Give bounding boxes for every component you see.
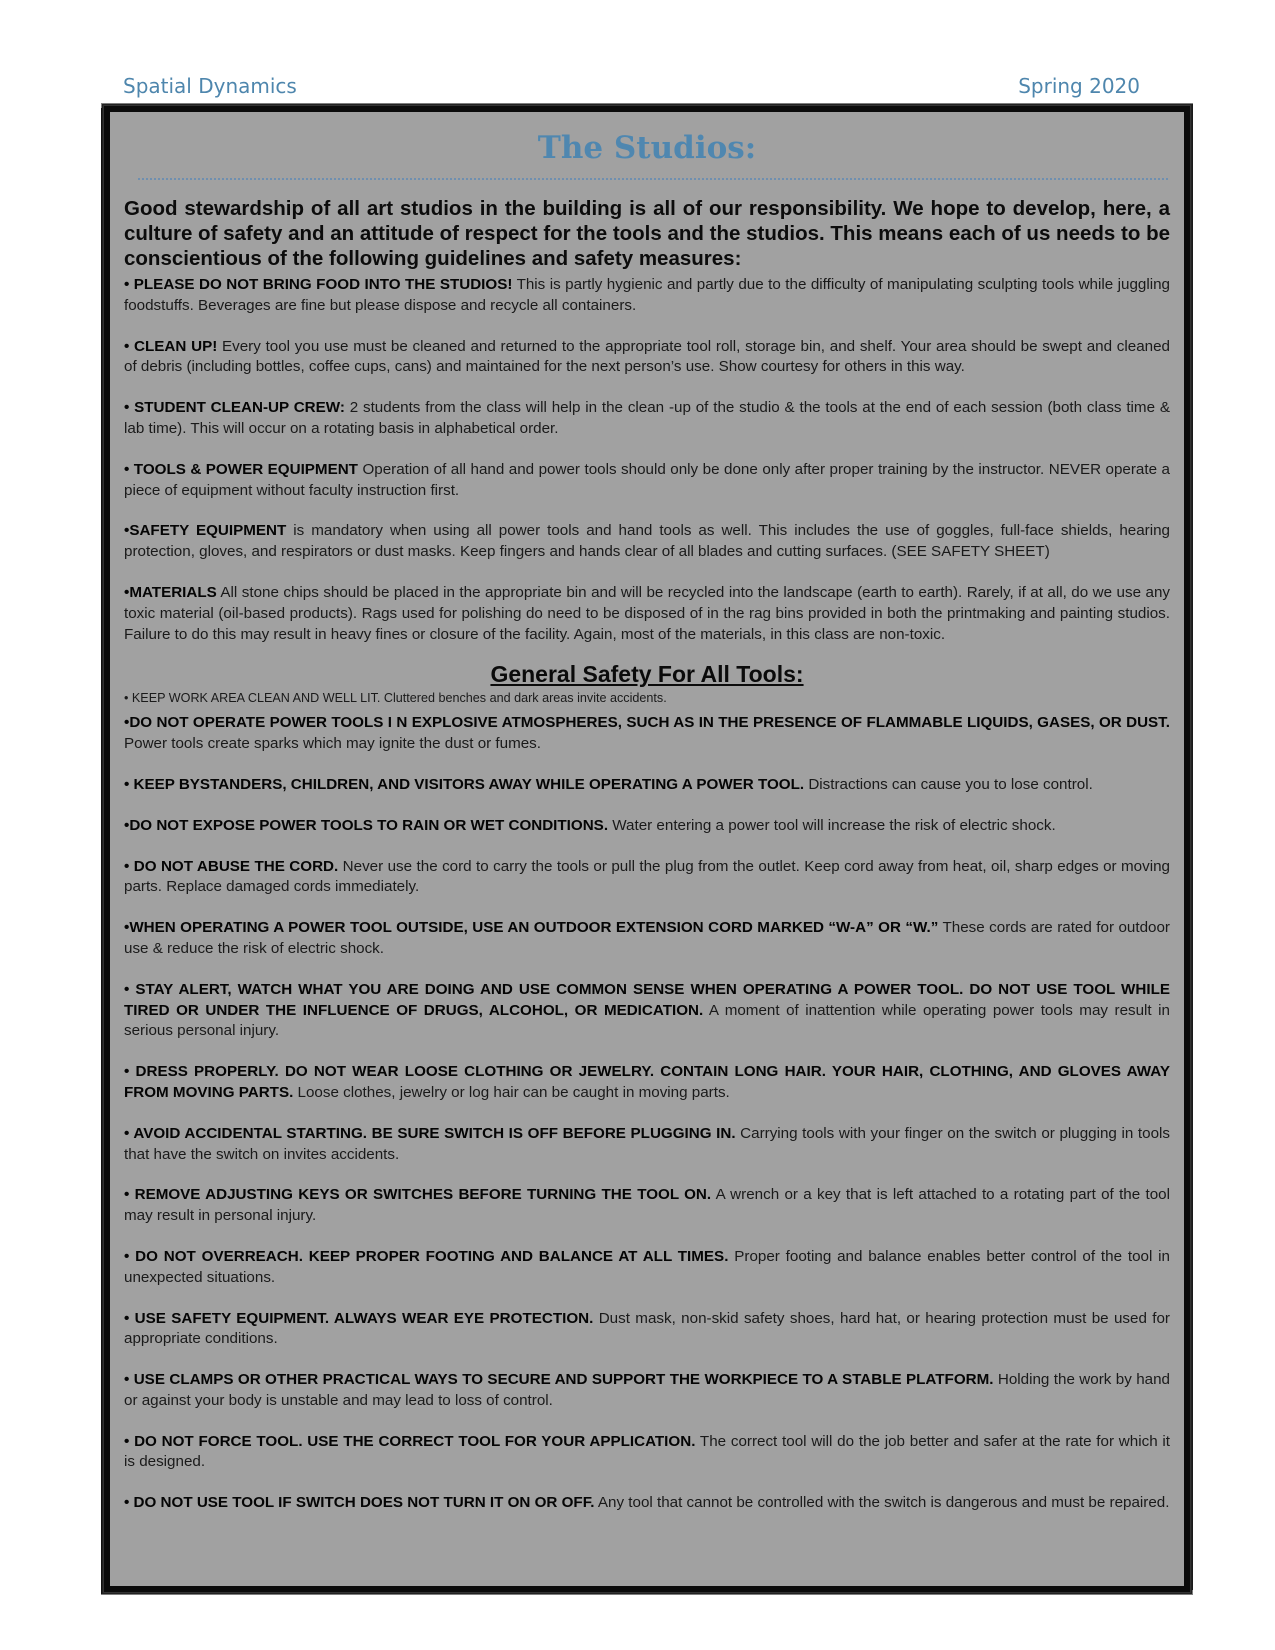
dotted-divider — [138, 178, 1168, 180]
safety-section-title: General Safety For All Tools: — [490, 661, 804, 688]
safety-item-explosive: •DO NOT OPERATE POWER TOOLS I N EXPLOSIVE ATMOSPHERES, SUCH AS IN THE PRESENCE OF FLAMMABLE LIQUIDS, GASES, OR DUST. Power tools create sparks which may ignite the dust or fumes. — [124, 714, 1170, 753]
safety-item-starting: • AVOID ACCIDENTAL STARTING. BE SURE SWITCH IS OFF BEFORE PLUGGING IN. Carrying tools with your finger on the switch or plugging in tools that have the switch on invites accidents. — [124, 1124, 1170, 1163]
safety-item-rain: •DO NOT EXPOSE POWER TOOLS TO RAIN OR WET CONDITIONS. Water entering a power tool will increase the risk of electric shock. — [124, 816, 1056, 834]
guideline-clean-up-crew: • STUDENT CLEAN-UP CREW: 2 students from the class will help in the clean -up of the studio & the tools at the end of each session (both class time & lab time). This will occur on a rotating basis in alphabetical order. — [124, 399, 1170, 437]
header-course-name: Spatial Dynamics — [123, 74, 297, 98]
page-title: The Studios: — [537, 130, 757, 166]
safety-item-alert: • STAY ALERT, WATCH WHAT YOU ARE DOING AND USE COMMON SENSE WHEN OPERATING A POWER TOOL. DO NOT USE TOOL WHILE TIRED OR UNDER THE INFLUENCE OF DRUGS, ALCOHOL, OR MEDICATION. A moment of inattention while operating power tools may result in serious personal injury. — [124, 980, 1170, 1040]
content-frame — [104, 106, 1190, 1592]
safety-item-bystanders: • KEEP BYSTANDERS, CHILDREN, AND VISITORS AWAY WHILE OPERATING A POWER TOOL. Distractions can cause you to lose control. — [124, 775, 1093, 793]
content-body — [124, 196, 1170, 1534]
safety-item-clamps: • USE CLAMPS OR OTHER PRACTICAL WAYS TO SECURE AND SUPPORT THE WORKPIECE TO A STABLE PLATFORM. Holding the work by hand or against your body is unstable and may lead to loss of control. — [124, 1371, 1170, 1409]
guideline-materials: •MATERIALS All stone chips should be placed in the appropriate bin and will be recycled into the landscape (earth to earth). Rarely, if at all, do we use any toxic material (oil-based products). Rags used for polishing do need to be disposed of in the rag bins provided in both the printmaking and painting studios. Failure to do this may result in heavy fines or closure of the facility. Again, most of the materials, in this class are non-toxic. — [124, 583, 1170, 643]
intro-paragraph: Good stewardship of all art studios in the building is all of our responsibility. We hope to develop, here, a culture of safety and an attitude of respect for the tools and the studios. This means each of us needs to be conscientious of the following guidelines and safety measures: — [124, 197, 1170, 270]
safety-item-cord: • DO NOT ABUSE THE CORD. Never use the cord to carry the tools or pull the plug from the outlet. Keep cord away from heat, oil, sharp edges or moving parts. Replace damaged cords immediately. — [124, 857, 1170, 896]
header-term: Spring 2020 — [1018, 74, 1140, 98]
safety-item-outdoor: •WHEN OPERATING A POWER TOOL OUTSIDE, USE AN OUTDOOR EXTENSION CORD MARKED “W-A” OR “W.” These cords are rated for outdoor use & reduce the risk of electric shock. — [124, 919, 1170, 957]
guideline-safety-equipment: •SAFETY EQUIPMENT is mandatory when using all power tools and hand tools as well. This includes the use of goggles, full-face shields, hearing protection, gloves, and respirators or dust masks. Keep fingers and hands clear of all blades and cutting surfaces. (SEE SAFETY SHEET) — [124, 522, 1170, 561]
safety-item-force-tool: • DO NOT FORCE TOOL. USE THE CORRECT TOOL FOR YOUR APPLICATION. The correct tool will do the job better and safer at the rate for which it is designed. — [124, 1432, 1171, 1471]
guideline-clean-up: • CLEAN UP! Every tool you use must be cleaned and returned to the appropriate tool roll, storage bin, and shelf. Your area should be swept and cleaned of debris (including bottles, coffee cups, cans) and maintained for the next person’s use. Show courtesy for others in this way. — [124, 337, 1170, 376]
safety-item-overreach: • DO NOT OVERREACH. KEEP PROPER FOOTING AND BALANCE AT ALL TIMES. Proper footing and balance enables better control of the tool in unexpected situations. — [124, 1247, 1170, 1286]
safety-item-switch: • DO NOT USE TOOL IF SWITCH DOES NOT TURN IT ON OR OFF. Any tool that cannot be controlled with the switch is dangerous and must be repaired. — [124, 1494, 1170, 1512]
safety-item-dress: • DRESS PROPERLY. DO NOT WEAR LOOSE CLOTHING OR JEWELRY. CONTAIN LONG HAIR. YOUR HAIR, CLOTHING, AND GLOVES AWAY FROM MOVING PARTS. Loose clothes, jewelry or log hair can be caught in moving parts. — [124, 1063, 1170, 1101]
safety-item-work-area: • KEEP WORK AREA CLEAN AND WELL LIT. Cluttered benches and dark areas invite accidents. — [124, 691, 667, 706]
guideline-food: • PLEASE DO NOT BRING FOOD INTO THE STUDIOS! This is partly hygienic and partly due to the difficulty of manipulating sculpting tools while juggling foodstuffs. Beverages are fine but please dispose and recycle all containers. — [124, 276, 1171, 314]
safety-item-keys: • REMOVE ADJUSTING KEYS OR SWITCHES BEFORE TURNING THE TOOL ON. A wrench or a key that is left attached to a rotating part of the tool may result in personal injury. — [124, 1186, 1170, 1225]
safety-item-eye-protection: • USE SAFETY EQUIPMENT. ALWAYS WEAR EYE PROTECTION. Dust mask, non-skid safety shoes, hard hat, or hearing protection must be used for appropriate conditions. — [124, 1309, 1170, 1348]
guideline-tools-equipment: • TOOLS & POWER EQUIPMENT Operation of all hand and power tools should only be done only after proper training by the instructor. NEVER operate a piece of equipment without faculty instruction first. — [124, 460, 1170, 499]
